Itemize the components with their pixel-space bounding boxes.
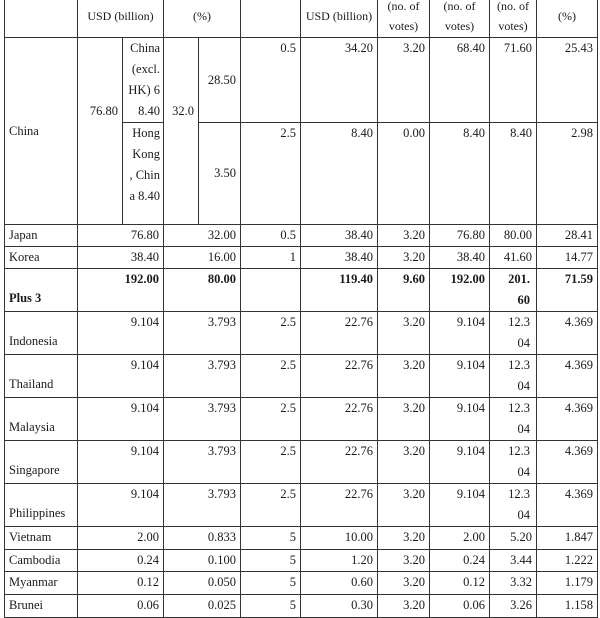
cell-basic-votes: 9.60 — [378, 269, 430, 312]
country-name: Malaysia — [5, 398, 78, 441]
table-row — [5, 484, 598, 527]
cell-multiplier: 1 — [241, 247, 301, 269]
table-row — [5, 441, 598, 484]
cell-based-votes: 38.40 — [430, 247, 490, 269]
cell-vote-pct: 4.369 — [537, 312, 598, 355]
country-name: Plus 3 — [5, 269, 78, 312]
cell-purchase: 22.76 — [301, 398, 378, 441]
country-name: Japan — [5, 225, 78, 247]
cell-usd: 0.12 — [78, 572, 164, 595]
hk-sub-pct: 3.50 — [199, 123, 241, 225]
cell-vote-pct: 1.222 — [537, 550, 598, 572]
country-name: Philippines — [5, 484, 78, 527]
hk-sub-label: Hong Kong , China 8.40 — [123, 123, 164, 225]
cell-vote-pct: 1.847 — [537, 527, 598, 550]
header-purchase: USD (billion) — [301, 0, 378, 38]
header-based-votes: (no. of votes) — [430, 0, 490, 38]
cell-total-votes: 12.304 — [490, 484, 537, 527]
cell-pct: 3.793 — [164, 398, 241, 441]
cell-vote-pct: 4.369 — [537, 441, 598, 484]
cell-total-votes: 3.26 — [490, 595, 537, 618]
table-row — [5, 572, 598, 595]
table-body — [5, 225, 598, 618]
cell-purchase: 10.00 — [301, 527, 378, 550]
cell-multiplier: 5 — [241, 550, 301, 572]
cell-pct: 80.00 — [164, 269, 241, 312]
cell-total-votes: 12.304 — [490, 355, 537, 398]
cell-usd: 192.00 — [78, 269, 164, 312]
table-row — [5, 355, 598, 398]
china-usd: 76.80 — [78, 38, 123, 225]
cell-multiplier: 2.5 — [241, 355, 301, 398]
china-sub-basic-votes: 3.20 — [378, 38, 430, 123]
cell-pct: 0.100 — [164, 550, 241, 572]
cell-multiplier — [241, 269, 301, 312]
cell-pct: 16.00 — [164, 247, 241, 269]
header-basic-votes: (no. of votes) — [378, 0, 430, 38]
cell-basic-votes: 3.20 — [378, 595, 430, 618]
cell-vote-pct: 14.77 — [537, 247, 598, 269]
cell-pct: 32.00 — [164, 225, 241, 247]
header-total-votes: (no. of votes) — [490, 0, 537, 38]
cell-based-votes: 9.104 — [430, 312, 490, 355]
cell-multiplier: 2.5 — [241, 398, 301, 441]
cell-usd: 9.104 — [78, 398, 164, 441]
cell-usd: 9.104 — [78, 484, 164, 527]
cell-based-votes: 0.12 — [430, 572, 490, 595]
country-name: Brunei — [5, 595, 78, 618]
cell-multiplier: 5 — [241, 527, 301, 550]
cell-multiplier: 2.5 — [241, 484, 301, 527]
cell-vote-pct: 1.158 — [537, 595, 598, 618]
cell-purchase: 22.76 — [301, 312, 378, 355]
china-pct: 32.0 — [164, 38, 199, 225]
cell-vote-pct: 71.59 — [537, 269, 598, 312]
china-sub-vote-pct: 25.43 — [537, 38, 598, 123]
cell-pct: 3.793 — [164, 484, 241, 527]
cell-usd: 38.40 — [78, 247, 164, 269]
cell-pct: 3.793 — [164, 441, 241, 484]
cell-based-votes: 0.06 — [430, 595, 490, 618]
cell-based-votes: 192.00 — [430, 269, 490, 312]
header-country — [5, 0, 78, 38]
cell-based-votes: 0.24 — [430, 550, 490, 572]
header-vote-pct: (%) — [537, 0, 598, 38]
cell-vote-pct: 4.369 — [537, 484, 598, 527]
cell-total-votes: 3.32 — [490, 572, 537, 595]
table-row — [5, 398, 598, 441]
cell-vote-pct: 28.41 — [537, 225, 598, 247]
cell-usd: 0.06 — [78, 595, 164, 618]
cell-basic-votes: 3.20 — [378, 398, 430, 441]
china-sub-based-votes: 68.40 — [430, 38, 490, 123]
cell-usd: 9.104 — [78, 355, 164, 398]
country-name: Vietnam — [5, 527, 78, 550]
cell-based-votes: 9.104 — [430, 355, 490, 398]
table-row — [5, 247, 598, 269]
cell-total-votes: 41.60 — [490, 247, 537, 269]
china-sub-purchase: 34.20 — [301, 38, 378, 123]
cell-based-votes: 9.104 — [430, 441, 490, 484]
cell-total-votes: 201.60 — [490, 269, 537, 312]
cell-total-votes: 12.304 — [490, 312, 537, 355]
cell-purchase: 1.20 — [301, 550, 378, 572]
cell-pct: 0.833 — [164, 527, 241, 550]
contribution-table — [4, 0, 598, 618]
cell-based-votes: 9.104 — [430, 398, 490, 441]
cell-usd: 2.00 — [78, 527, 164, 550]
cell-purchase: 0.60 — [301, 572, 378, 595]
cell-purchase: 119.40 — [301, 269, 378, 312]
cell-pct: 3.793 — [164, 355, 241, 398]
cell-basic-votes: 3.20 — [378, 572, 430, 595]
table-row-china-mainland — [5, 38, 598, 123]
cell-multiplier: 2.5 — [241, 441, 301, 484]
cell-purchase: 22.76 — [301, 355, 378, 398]
cell-multiplier: 2.5 — [241, 312, 301, 355]
cell-pct: 3.793 — [164, 312, 241, 355]
cell-vote-pct: 4.369 — [537, 355, 598, 398]
cell-basic-votes: 3.20 — [378, 550, 430, 572]
cell-usd: 9.104 — [78, 441, 164, 484]
hk-sub-purchase: 8.40 — [301, 123, 378, 225]
table-row — [5, 269, 598, 312]
cell-purchase: 0.30 — [301, 595, 378, 618]
cell-basic-votes: 3.20 — [378, 355, 430, 398]
cell-purchase: 22.76 — [301, 441, 378, 484]
cell-multiplier: 5 — [241, 595, 301, 618]
cell-basic-votes: 3.20 — [378, 527, 430, 550]
hk-sub-basic-votes: 0.00 — [378, 123, 430, 225]
cell-pct: 0.025 — [164, 595, 241, 618]
table-row — [5, 312, 598, 355]
country-name: Singapore — [5, 441, 78, 484]
cell-usd: 0.24 — [78, 550, 164, 572]
cell-basic-votes: 3.20 — [378, 225, 430, 247]
cell-basic-votes: 3.20 — [378, 441, 430, 484]
cell-based-votes: 76.80 — [430, 225, 490, 247]
cell-purchase: 38.40 — [301, 247, 378, 269]
cell-purchase: 22.76 — [301, 484, 378, 527]
header-pct: (%) — [164, 0, 241, 38]
hk-sub-based-votes: 8.40 — [430, 123, 490, 225]
cell-total-votes: 12.304 — [490, 441, 537, 484]
cell-based-votes: 2.00 — [430, 527, 490, 550]
header-usd: USD (billion) — [78, 0, 164, 38]
china-sub-multiplier: 0.5 — [241, 38, 301, 123]
cell-purchase: 38.40 — [301, 225, 378, 247]
cell-usd: 76.80 — [78, 225, 164, 247]
hk-sub-multiplier: 2.5 — [241, 123, 301, 225]
cell-multiplier: 5 — [241, 572, 301, 595]
cell-vote-pct: 1.179 — [537, 572, 598, 595]
country-china: China — [5, 38, 78, 225]
country-name: Myanmar — [5, 572, 78, 595]
cell-pct: 0.050 — [164, 572, 241, 595]
header-multiplier — [241, 0, 301, 38]
china-sub-label: China (excl. HK) 68.40 — [123, 38, 164, 123]
cell-total-votes: 12.304 — [490, 398, 537, 441]
cell-basic-votes: 3.20 — [378, 484, 430, 527]
header-row — [5, 0, 598, 38]
country-name: Korea — [5, 247, 78, 269]
cell-total-votes: 80.00 — [490, 225, 537, 247]
cell-usd: 9.104 — [78, 312, 164, 355]
cell-vote-pct: 4.369 — [537, 398, 598, 441]
cell-total-votes: 3.44 — [490, 550, 537, 572]
table-row — [5, 595, 598, 618]
country-name: Thailand — [5, 355, 78, 398]
cell-basic-votes: 3.20 — [378, 247, 430, 269]
table-row — [5, 225, 598, 247]
table-row — [5, 527, 598, 550]
hk-sub-total-votes: 8.40 — [490, 123, 537, 225]
cell-total-votes: 5.20 — [490, 527, 537, 550]
hk-sub-vote-pct: 2.98 — [537, 123, 598, 225]
table-row — [5, 550, 598, 572]
china-sub-pct: 28.50 — [199, 38, 241, 123]
cell-multiplier: 0.5 — [241, 225, 301, 247]
cell-basic-votes: 3.20 — [378, 312, 430, 355]
country-name: Cambodia — [5, 550, 78, 572]
cell-based-votes: 9.104 — [430, 484, 490, 527]
china-sub-total-votes: 71.60 — [490, 38, 537, 123]
country-name: Indonesia — [5, 312, 78, 355]
